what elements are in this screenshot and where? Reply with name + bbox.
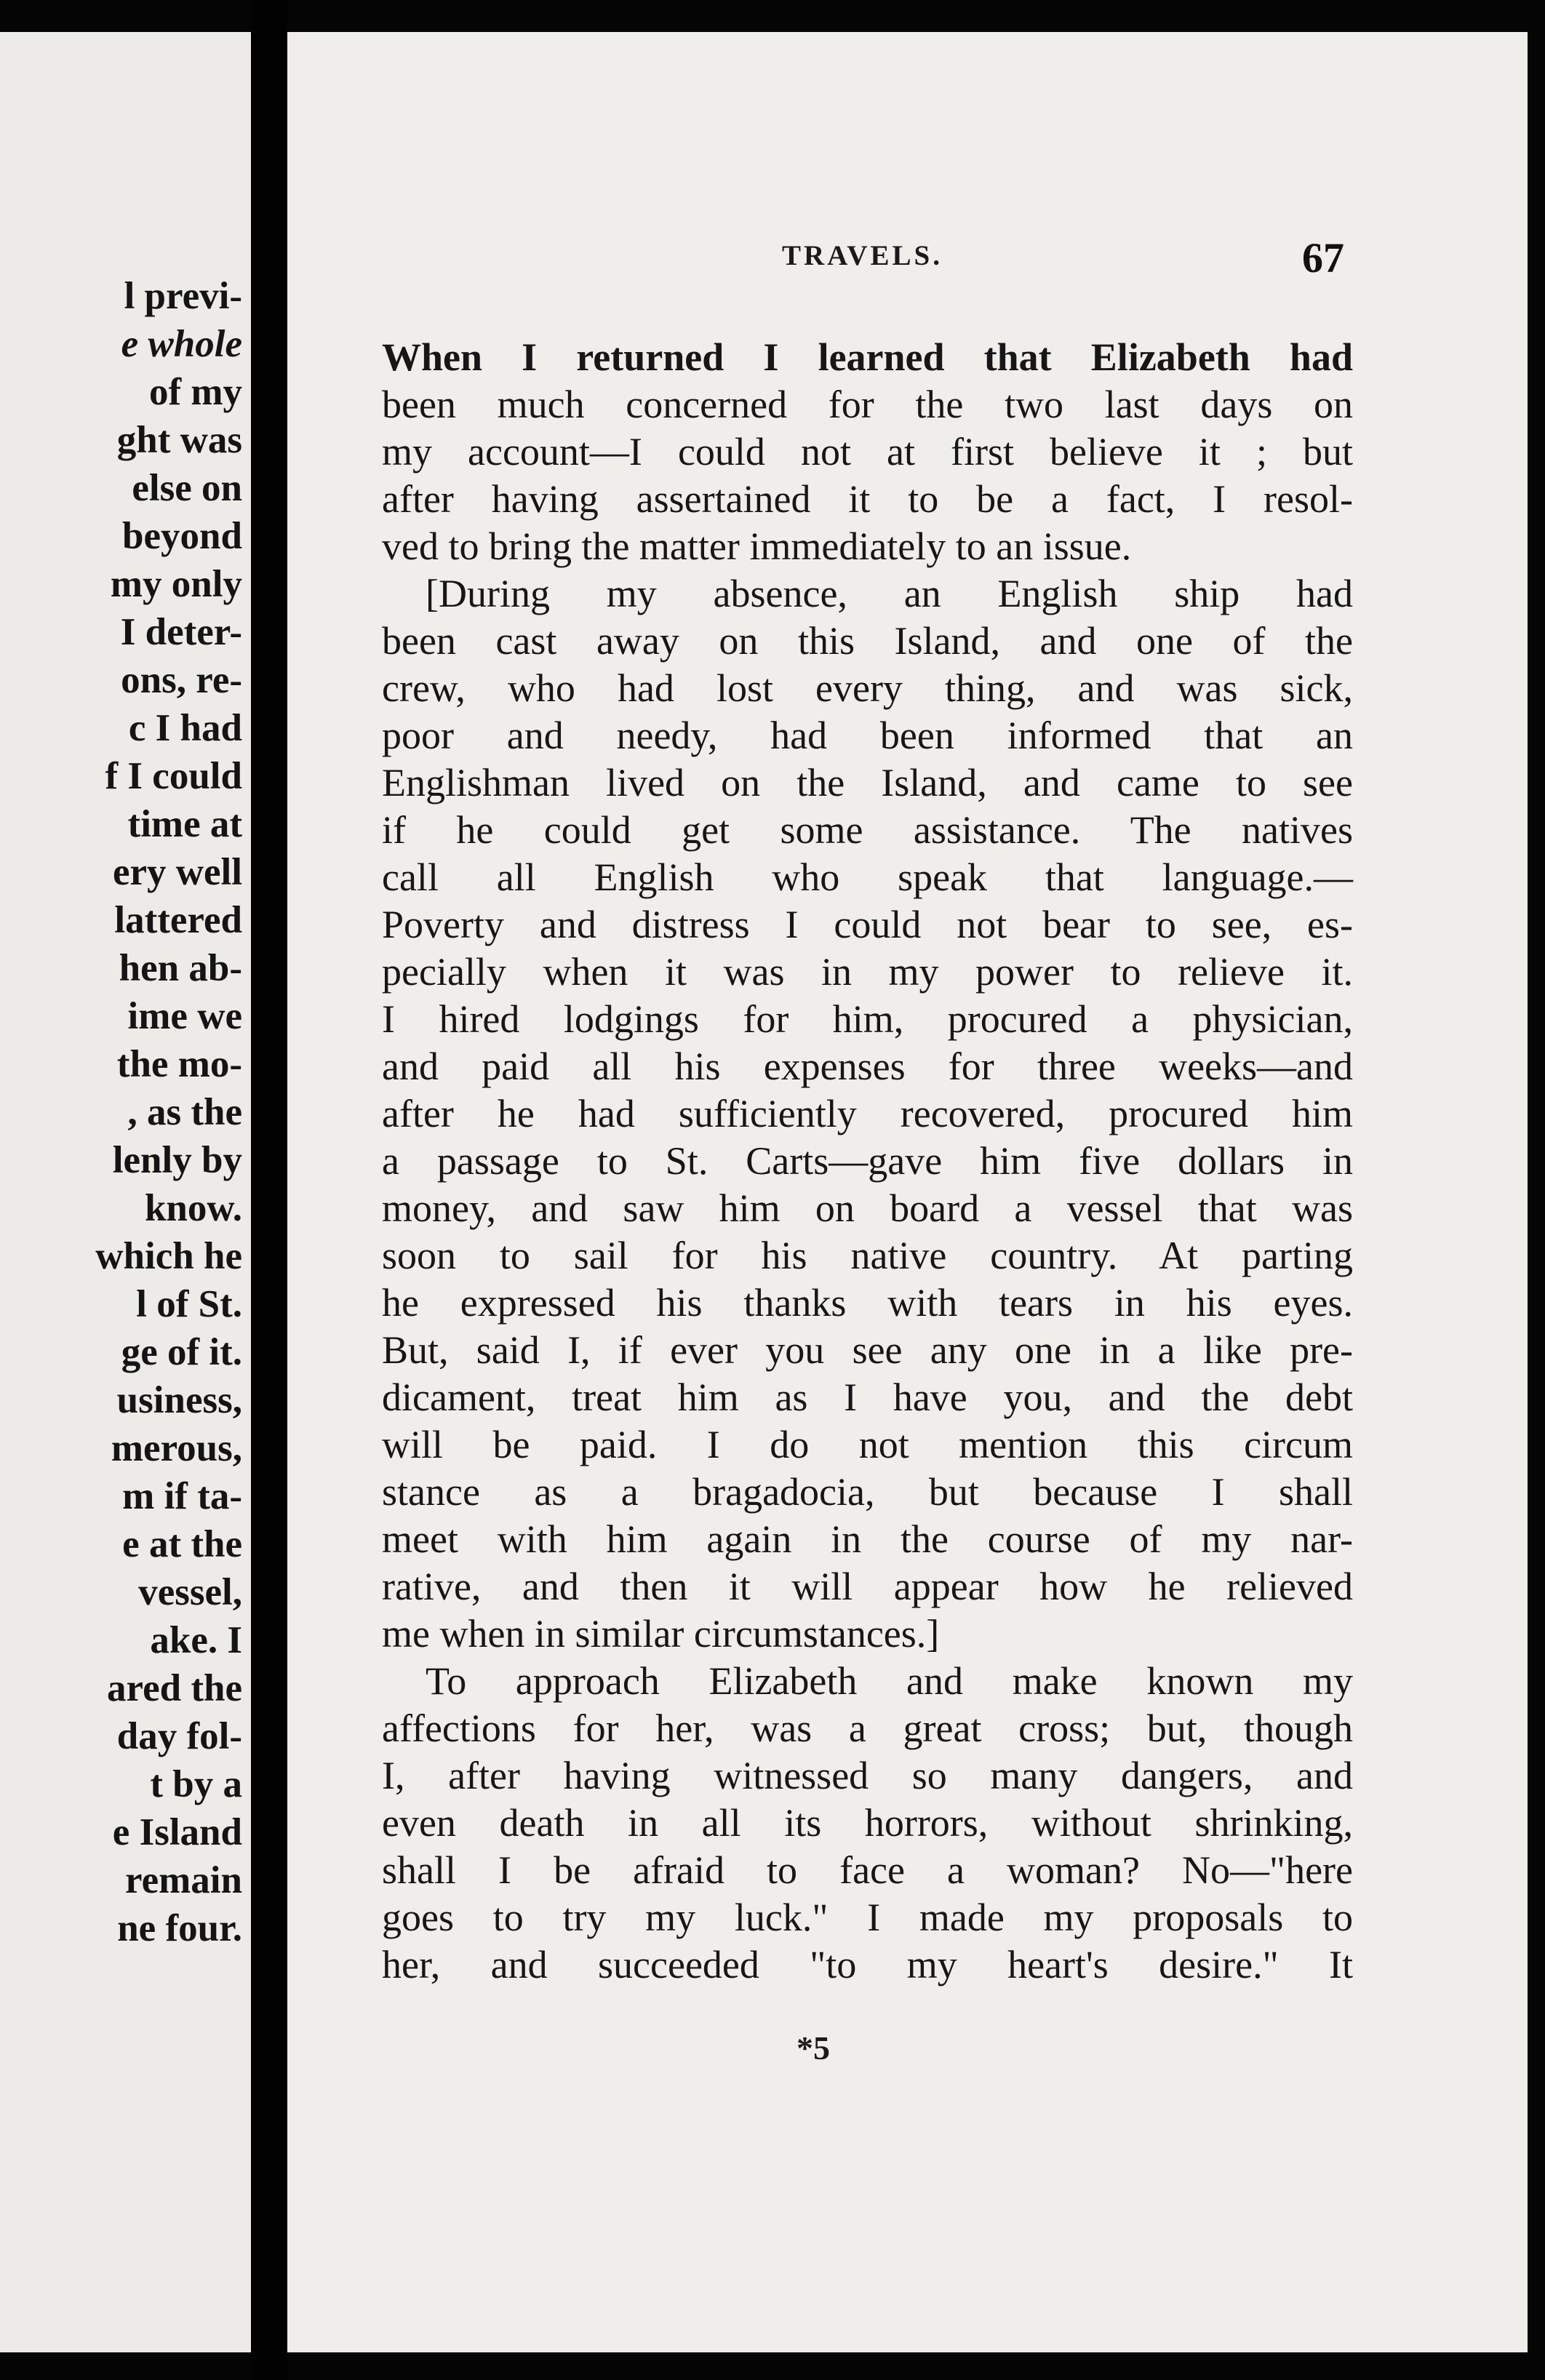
left-page-line: l previ- xyxy=(124,275,242,317)
left-page-line: e at the xyxy=(122,1523,242,1565)
left-page-line: else on xyxy=(132,467,242,509)
text-line: call all English who speak that language.— xyxy=(382,855,1353,899)
text-line: been cast away on this Island, and one of the xyxy=(382,619,1353,663)
text-line: rative, and then it will appear how he relieved xyxy=(382,1565,1353,1608)
text-line: poor and needy, had been informed that an xyxy=(382,714,1353,757)
right-page xyxy=(287,32,1528,2352)
left-page-line: t by a xyxy=(150,1763,242,1805)
left-page-line: hen ab- xyxy=(119,947,242,989)
left-page-line: beyond xyxy=(122,515,242,557)
left-page-text xyxy=(0,272,242,1952)
text-line: soon to sail for his native country. At parting xyxy=(382,1234,1353,1277)
text-line: after having assertained it to be a fact, I resol- xyxy=(382,477,1353,521)
text-line: I hired lodgings for him, procured a physician, xyxy=(382,997,1353,1041)
text-line: if he could get some assistance. The natives xyxy=(382,808,1353,852)
left-page-line: f I could xyxy=(105,755,242,797)
signature-mark: *5 xyxy=(797,2029,830,2066)
text-line: [During my absence, an English ship had xyxy=(426,572,1353,615)
left-page-line: ght was xyxy=(116,419,242,461)
left-page-line: , as the xyxy=(127,1091,242,1133)
left-page-line: remain xyxy=(125,1859,242,1901)
text-line: a passage to St. Carts—gave him five dollars in xyxy=(382,1139,1353,1183)
text-line: pecially when it was in my power to relieve it. xyxy=(382,950,1353,994)
left-page-line: ared the xyxy=(107,1667,242,1709)
left-page-line: the mo- xyxy=(116,1043,242,1085)
text-line: crew, who had lost every thing, and was sick, xyxy=(382,666,1353,710)
page-body-text xyxy=(382,334,1353,1989)
text-line: me when in similar circumstances.] xyxy=(382,1612,940,1656)
text-line: Poverty and distress I could not bear to see, es- xyxy=(382,903,1353,946)
text-line: goes to try my luck." I made my proposals to xyxy=(382,1896,1353,1939)
left-page-line: day fol- xyxy=(116,1715,242,1757)
running-head xyxy=(287,234,1528,290)
left-page-line: vessel, xyxy=(138,1571,242,1613)
text-line: will be paid. I do not mention this circum xyxy=(382,1423,1353,1466)
left-page-line: my only xyxy=(110,563,242,605)
page-number: 67 xyxy=(1302,234,1344,281)
text-line: ved to bring the matter immediately to an issue. xyxy=(382,524,1132,568)
left-page-line: merous, xyxy=(111,1427,242,1469)
left-page-line: ery well xyxy=(112,851,242,893)
text-line: my account—I could not at first believe it ; but xyxy=(382,430,1353,474)
text-line: affections for her, was a great cross; but, though xyxy=(382,1706,1353,1750)
left-page-line: ne four. xyxy=(117,1907,242,1949)
left-page-line: I deter- xyxy=(120,611,242,653)
left-page-fragment xyxy=(0,32,251,2352)
text-line: But, said I, if ever you see any one in a like pre- xyxy=(382,1328,1353,1372)
text-line: shall I be afraid to face a woman? No—"here xyxy=(382,1848,1353,1892)
text-line: even death in all its horrors, without shrinking, xyxy=(382,1801,1353,1845)
left-page-line: lattered xyxy=(114,899,242,941)
left-page-line: usiness, xyxy=(116,1379,242,1421)
left-page-line: ake. I xyxy=(150,1619,242,1661)
left-page-line: c I had xyxy=(128,707,242,749)
text-line: Englishman lived on the Island, and came to see xyxy=(382,761,1353,804)
left-page-line: ons, re- xyxy=(121,659,242,701)
left-page-line: time at xyxy=(127,803,242,845)
left-page-line: e Island xyxy=(112,1811,242,1853)
left-page-line: which he xyxy=(95,1235,242,1277)
text-line: To approach Elizabeth and make known my xyxy=(426,1659,1353,1703)
text-line: When I returned I learned that Elizabeth had xyxy=(382,335,1353,379)
text-line: and paid all his expenses for three weeks—and xyxy=(382,1045,1353,1088)
text-line: dicament, treat him as I have you, and the debt xyxy=(382,1375,1353,1419)
left-page-line: lenly by xyxy=(112,1139,242,1181)
left-page-line: ime we xyxy=(127,995,242,1037)
left-page-line: know. xyxy=(144,1187,242,1229)
text-line: been much concerned for the two last days on xyxy=(382,383,1353,426)
left-page-line: l of St. xyxy=(136,1283,242,1325)
text-line: he expressed his thanks with tears in his eyes. xyxy=(382,1281,1353,1325)
text-line: her, and succeeded "to my heart's desire." It xyxy=(382,1943,1353,1986)
left-page-line: m if ta- xyxy=(122,1475,242,1517)
text-line: I, after having witnessed so many dangers, and xyxy=(382,1754,1353,1797)
text-line: stance as a bragadocia, but because I shall xyxy=(382,1470,1353,1514)
book-gutter xyxy=(251,0,287,2380)
left-page-line: of my xyxy=(148,371,242,413)
text-line: meet with him again in the course of my nar- xyxy=(382,1517,1353,1561)
running-head-title: TRAVELS. xyxy=(782,240,943,271)
text-line: money, and saw him on board a vessel that was xyxy=(382,1186,1353,1230)
left-page-line: e whole xyxy=(121,323,242,365)
text-line: after he had sufficiently recovered, procured him xyxy=(382,1092,1353,1135)
left-page-line: ge of it. xyxy=(121,1331,242,1373)
